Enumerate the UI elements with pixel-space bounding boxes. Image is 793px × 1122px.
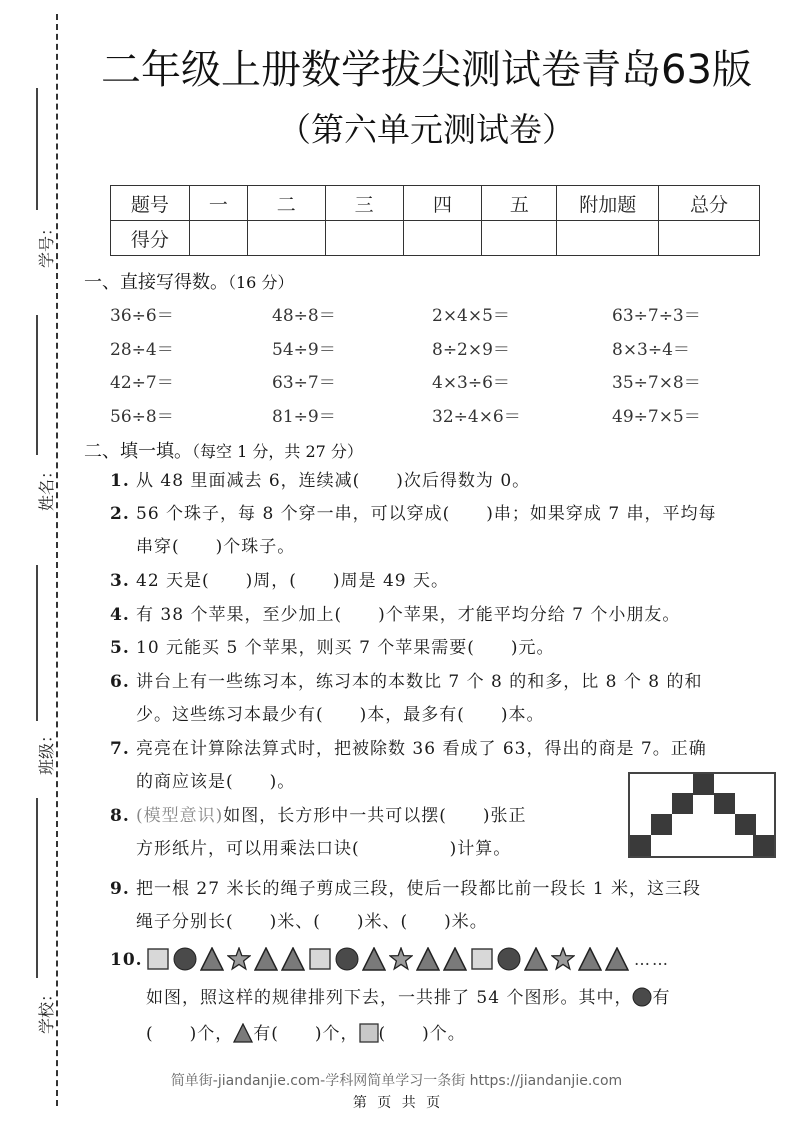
header-cell: 题号	[111, 186, 190, 221]
calc-item: 54÷9＝	[272, 339, 336, 360]
pyramid-square	[735, 814, 756, 835]
calc-item: 56÷8＝	[110, 406, 174, 427]
score-table	[110, 185, 760, 256]
question-tag: (模型意识)	[136, 806, 224, 826]
question-number: 4.	[110, 605, 130, 625]
calc-item: 48÷8＝	[272, 306, 336, 327]
student-no-label: 学号：	[37, 219, 56, 268]
section1-heading	[84, 268, 293, 294]
question-number: 5.	[110, 638, 130, 658]
calc-item: 4×3÷6＝	[432, 373, 510, 394]
circle-icon	[335, 947, 359, 971]
star-icon	[227, 947, 251, 971]
question-text: 把一根 27 米长的绳子剪成三段，使后一段都比前一段长 1 米，这三段	[136, 879, 702, 899]
calc-item: 8×3÷4＝	[612, 339, 690, 360]
square-icon	[308, 947, 332, 971]
question-7	[110, 733, 707, 799]
calc-grid	[110, 297, 760, 431]
page-subtitle: （第六单元测试卷）	[278, 110, 575, 149]
question-text: 有 38 个苹果，至少加上( )个苹果，才能平均分给 7 个小朋友。	[136, 605, 681, 625]
question-10-line3	[146, 1018, 466, 1051]
question-text: 56 个珠子，每 8 个穿一串，可以穿成( )串；如果穿成 7 串，平均每	[136, 504, 717, 524]
cut-line	[56, 14, 58, 1106]
calc-item: 63÷7＝	[272, 373, 336, 394]
calc-item: 32÷4×6＝	[432, 406, 521, 427]
square-icon	[359, 1022, 379, 1042]
question-number: 3.	[110, 571, 130, 591]
pyramid-figure	[628, 772, 776, 858]
question-text: 42 天是( )周，( )周是 49 天。	[136, 571, 450, 591]
calc-item: 81÷9＝	[272, 406, 336, 427]
question-5	[110, 632, 555, 665]
circle-icon	[173, 947, 197, 971]
question-6	[110, 666, 703, 732]
pyramid-square	[753, 835, 774, 856]
header-cell: 三	[325, 186, 403, 221]
class-label: 班级：	[37, 726, 56, 775]
calc-row	[110, 297, 760, 331]
question-text: 如图，长方形中一共可以摆( )张正	[223, 806, 527, 826]
header-cell: 四	[403, 186, 482, 221]
name-line[interactable]	[36, 315, 38, 455]
question-text: ( )个，	[146, 1024, 234, 1044]
question-number: 6.	[110, 672, 130, 692]
question-text: 有	[652, 988, 671, 1008]
student-no-field	[20, 88, 56, 278]
triangle-icon	[443, 947, 467, 971]
question-text-cont: 串穿( )个珠子。	[136, 537, 296, 557]
pyramid-square	[630, 835, 651, 856]
calc-item: 63÷7÷3＝	[612, 306, 701, 327]
question-number: 9.	[110, 879, 130, 899]
question-1	[110, 465, 530, 498]
score-table-score-row	[111, 221, 760, 256]
calc-item: 2×4×5＝	[432, 306, 510, 327]
question-text: 如图，照这样的规律排列下去，一共排了 54 个图形。其中，	[146, 988, 633, 1008]
triangle-icon	[281, 947, 305, 971]
pyramid-square	[693, 774, 714, 795]
triangle-icon	[524, 947, 548, 971]
calc-item: 49÷7×5＝	[612, 406, 701, 427]
question-text: 讲台上有一些练习本，练习本的本数比 7 个 8 的和多，比 8 个 8 的和	[136, 672, 703, 692]
shape-sequence	[146, 947, 670, 971]
score-cell[interactable]	[189, 221, 247, 256]
pyramid-square	[672, 793, 693, 814]
star-icon	[389, 947, 413, 971]
score-cell[interactable]	[659, 221, 760, 256]
question-text: 有( )个，	[253, 1024, 359, 1044]
square-icon	[146, 947, 170, 971]
header-cell: 一	[189, 186, 247, 221]
circle-icon	[497, 947, 521, 971]
header-cell: 总分	[659, 186, 760, 221]
question-3	[110, 565, 449, 598]
score-cell[interactable]	[403, 221, 482, 256]
header-cell: 五	[482, 186, 557, 221]
calc-row	[110, 398, 760, 432]
question-4	[110, 599, 680, 632]
name-field	[20, 315, 56, 515]
score-table-header-row	[111, 186, 760, 221]
score-cell[interactable]	[482, 221, 557, 256]
question-text-cont: 少。这些练习本最少有( )本，最多有( )本。	[136, 705, 545, 725]
school-line[interactable]	[36, 798, 38, 978]
name-label: 姓名：	[37, 462, 56, 511]
calc-row	[110, 331, 760, 365]
section2-points: （每空 1 分，共 27 分）	[192, 442, 363, 461]
question-number: 10.	[110, 950, 143, 970]
row-label: 得分	[111, 221, 190, 256]
triangle-icon	[578, 947, 602, 971]
score-cell[interactable]	[557, 221, 659, 256]
pyramid-square	[714, 793, 735, 814]
question-text: 10 元能买 5 个苹果，则买 7 个苹果需要( )元。	[136, 638, 555, 658]
score-cell[interactable]	[247, 221, 325, 256]
square-icon	[470, 947, 494, 971]
calc-item: 8÷2×9＝	[432, 339, 510, 360]
question-text: ( )个。	[378, 1024, 466, 1044]
page-number: 第 页 共 页	[352, 1095, 441, 1111]
calc-item: 35÷7×8＝	[612, 373, 701, 394]
question-9	[110, 873, 701, 939]
school-field	[20, 798, 56, 1038]
triangle-icon	[254, 947, 278, 971]
page-title: 二年级上册数学拔尖测试卷青岛63版	[101, 47, 752, 93]
question-number: 8.	[110, 806, 130, 826]
calc-item: 36÷6＝	[110, 306, 174, 327]
question-10-number	[110, 944, 143, 977]
score-cell[interactable]	[325, 221, 403, 256]
ellipsis: ……	[634, 949, 670, 969]
class-field	[20, 565, 56, 775]
calc-item: 42÷7＝	[110, 373, 174, 394]
question-text-cont: 的商应该是( )。	[136, 772, 296, 792]
triangle-icon	[233, 1022, 253, 1042]
question-8	[110, 800, 527, 866]
star-icon	[551, 947, 575, 971]
pyramid-square	[651, 814, 672, 835]
school-label: 学校：	[37, 985, 56, 1034]
footer-watermark: 简单街-jiandanjie.com-学科网简单学习一条街 https://jiandanjie.com	[170, 1073, 623, 1089]
section2-title: 二、填一填。	[84, 441, 192, 462]
question-number: 2.	[110, 504, 130, 524]
question-2	[110, 498, 717, 564]
class-line[interactable]	[36, 565, 38, 721]
question-text: 从 48 里面减去 6，连续减( )次后得数为 0。	[136, 471, 531, 491]
header-cell: 二	[247, 186, 325, 221]
question-text-cont: 方形纸片，可以用乘法口诀( )计算。	[136, 839, 512, 859]
question-text: 亮亮在计算除法算式时，把被除数 36 看成了 63，得出的商是 7。正确	[136, 739, 707, 759]
section1-points: （16 分）	[228, 273, 294, 292]
header-cell: 附加题	[557, 186, 659, 221]
calc-item: 28÷4＝	[110, 339, 174, 360]
triangle-icon	[605, 947, 629, 971]
question-number: 7.	[110, 739, 130, 759]
section1-title: 一、直接写得数。	[84, 272, 228, 293]
triangle-icon	[362, 947, 386, 971]
question-10-line2	[146, 982, 670, 1015]
calc-row	[110, 364, 760, 398]
circle-icon	[632, 986, 652, 1006]
question-number: 1.	[110, 471, 130, 491]
question-text-cont: 绳子分别长( )米、( )米、( )米。	[136, 912, 488, 932]
triangle-icon	[200, 947, 224, 971]
section2-heading	[84, 437, 363, 463]
triangle-icon	[416, 947, 440, 971]
student-no-line[interactable]	[36, 88, 38, 210]
